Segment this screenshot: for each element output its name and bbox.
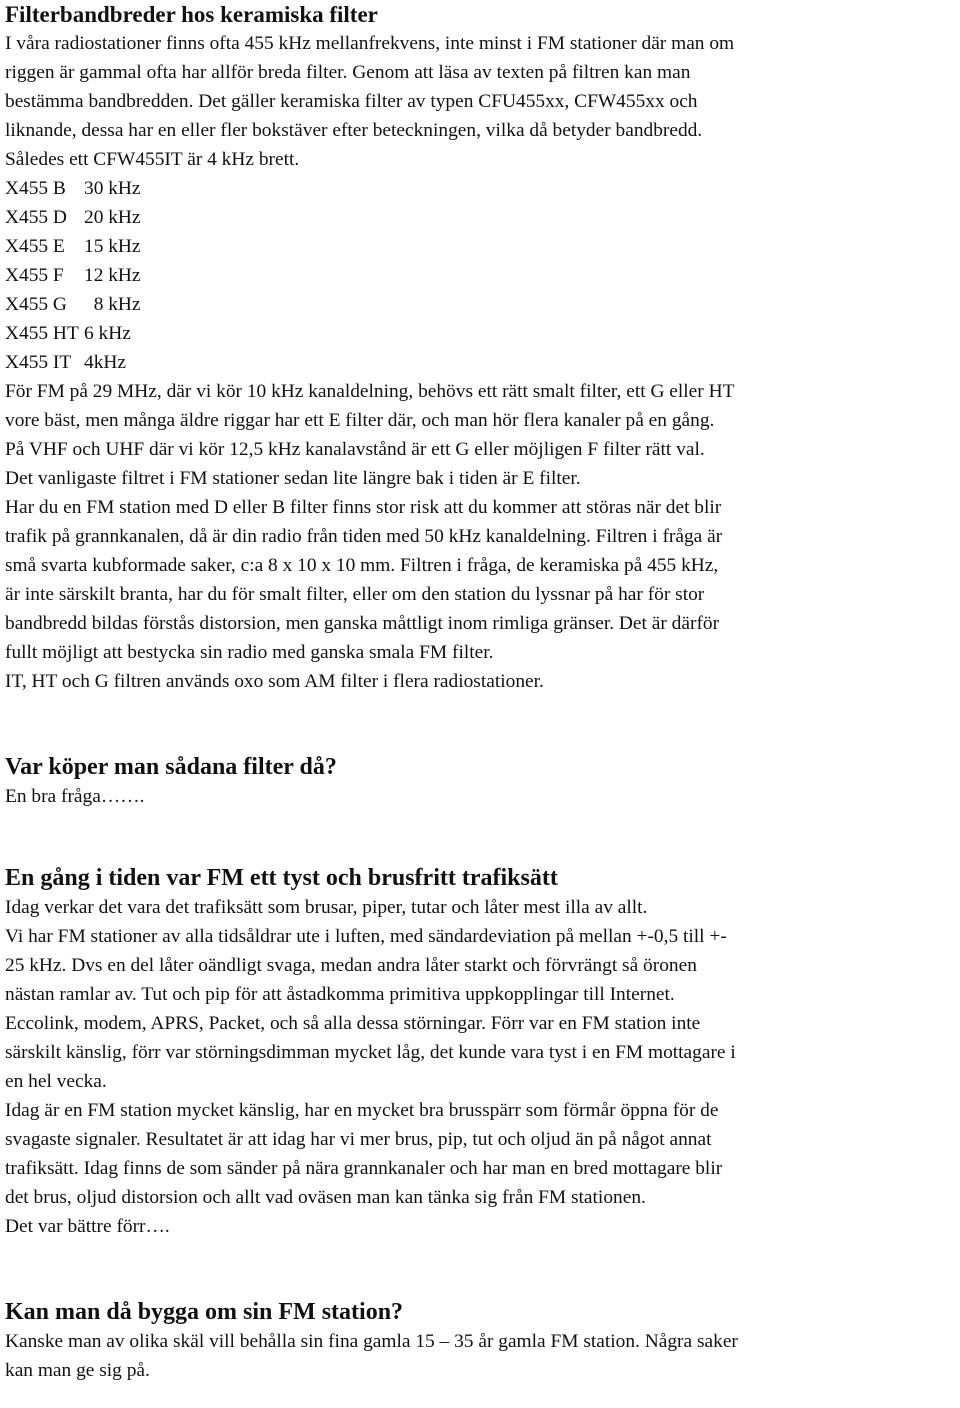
paragraph-line: Kanske man av olika skäl vill behålla sin fina gamla 15 – 35 år gamla FM station. Några saker: [5, 1331, 738, 1352]
paragraph-line: kan man ge sig på.: [5, 1360, 150, 1381]
paragraph-line: På VHF och UHF där vi kör 12,5 kHz kanalavstånd är ett G eller möjligen F filter rätt val.: [5, 439, 705, 460]
paragraph-line: För FM på 29 MHz, där vi kör 10 kHz kanaldelning, behövs ett rätt smalt filter, ett G eller HT: [5, 381, 735, 402]
paragraph-line: särskilt känslig, förr var störningsdimman mycket låg, det kunde vara tyst i en FM mottagare i: [5, 1042, 736, 1063]
section-title-var-koper: Var köper man sådana filter då?: [5, 754, 337, 780]
filter-bandwidth: 6 kHz: [84, 323, 131, 344]
filter-bandwidth: 20 kHz: [84, 207, 141, 228]
paragraph-line: nästan ramlar av. Tut och pip för att åstadkomma primitiva uppkopplingar till Internet.: [5, 984, 675, 1005]
paragraph-line: en hel vecka.: [5, 1071, 107, 1092]
filter-code: X455 G: [5, 294, 67, 315]
paragraph-line: svagaste signaler. Resultatet är att idag har vi mer brus, pip, tut och oljud än på något annat: [5, 1129, 712, 1150]
filter-row: [5, 348, 957, 377]
section4-body: [5, 1327, 957, 1385]
filter-code: X455 IT: [5, 352, 72, 373]
paragraph-line: riggen är gammal ofta har allför breda filter. Genom att läsa av texten på filtren kan man: [5, 62, 691, 83]
paragraph-line: är inte särskilt branta, har du för smalt filter, eller om den station du lyssnar på har för stor: [5, 584, 705, 605]
section-title-en-gang: En gång i tiden var FM ett tyst och brusfritt trafiksätt: [5, 865, 558, 891]
filter-bandwidth: 30 kHz: [84, 178, 141, 199]
filter-row: [5, 261, 957, 290]
paragraph-line: Idag är en FM station mycket känslig, har en mycket bra brusspärr som förmår öppna för de: [5, 1100, 719, 1121]
paragraph-line: trafik på grannkanalen, då är din radio från tiden med 50 kHz kanaldelning. Filtren i fråga är: [5, 526, 723, 547]
paragraph-line: En bra fråga…….: [5, 786, 145, 807]
filter-bandwidth-list: [5, 174, 957, 377]
paragraph-line: 25 kHz. Dvs en del låter oändligt svaga, medan andra låter starkt och förvrängt så öronen: [5, 955, 697, 976]
paragraph-line: Vi har FM stationer av alla tidsåldrar ute i luften, med sändardeviation på mellan +-0,5 till +-: [5, 926, 727, 947]
document-page: [5, 0, 957, 1385]
section-title-filterbandbreder: Filterbandbreder hos keramiska filter: [5, 2, 378, 27]
paragraph-line: bandbredd bildas förstås distorsion, men ganska måttligt inom rimliga gränser. Det är därför: [5, 613, 720, 634]
filter-bandwidth: 4kHz: [84, 352, 127, 373]
filter-row: [5, 319, 957, 348]
filter-code: X455 E: [5, 236, 65, 257]
filter-bandwidth: 8 kHz: [84, 294, 141, 315]
paragraph-line: Idag verkar det vara det trafiksätt som brusar, piper, tutar och låter mest illa av allt.: [5, 897, 648, 918]
filter-row: [5, 174, 957, 203]
paragraph-line: små svarta kubformade saker, c:a 8 x 10 x 10 mm. Filtren i fråga, de keramiska på 455 kHz,: [5, 555, 719, 576]
paragraph-line: Det vanligaste filtret i FM stationer sedan lite längre bak i tiden är E filter.: [5, 468, 581, 489]
filter-bandwidth: 12 kHz: [84, 265, 141, 286]
section1-intro: [5, 29, 957, 174]
paragraph-line: vore bäst, men många äldre riggar har ett E filter där, och man hör flera kanaler på en gång.: [5, 410, 715, 431]
paragraph-line: Således ett CFW455IT är 4 kHz brett.: [5, 149, 300, 170]
filter-row: [5, 232, 957, 261]
section2-body: [5, 782, 957, 811]
filter-code: X455 F: [5, 265, 64, 286]
paragraph-line: bestämma bandbredden. Det gäller keramiska filter av typen CFU455xx, CFW455xx och: [5, 91, 698, 112]
paragraph-line: I våra radiostationer finns ofta 455 kHz mellanfrekvens, inte minst i FM stationer där man om: [5, 33, 735, 54]
paragraph-line: det brus, oljud distorsion och allt vad oväsen man kan tänka sig från FM stationen.: [5, 1187, 646, 1208]
paragraph-line: Har du en FM station med D eller B filter finns stor risk att du kommer att störas när det blir: [5, 497, 722, 518]
paragraph-line: fullt möjligt att bestycka sin radio med ganska smala FM filter.: [5, 642, 494, 663]
filter-bandwidth: 15 kHz: [84, 236, 141, 257]
filter-code: X455 HT: [5, 323, 79, 344]
paragraph-line: liknande, dessa har en eller fler bokstäver efter beteckningen, vilka då betyder bandbredd.: [5, 120, 703, 141]
section3-body: [5, 893, 957, 1241]
paragraph-line: Det var bättre förr….: [5, 1216, 170, 1237]
section-title-kan-man: Kan man då bygga om sin FM station?: [5, 1299, 404, 1325]
paragraph-line: IT, HT och G filtren används oxo som AM filter i flera radiostationer.: [5, 671, 544, 692]
filter-code: X455 B: [5, 178, 66, 199]
paragraph-line: trafiksätt. Idag finns de som sänder på nära grannkanaler och har man en bred mottagare blir: [5, 1158, 723, 1179]
section1-body: [5, 377, 957, 696]
filter-code: X455 D: [5, 207, 67, 228]
paragraph-line: Eccolink, modem, APRS, Packet, och så alla dessa störningar. Förr var en FM station inte: [5, 1013, 701, 1034]
filter-row: [5, 290, 957, 319]
filter-row: [5, 203, 957, 232]
